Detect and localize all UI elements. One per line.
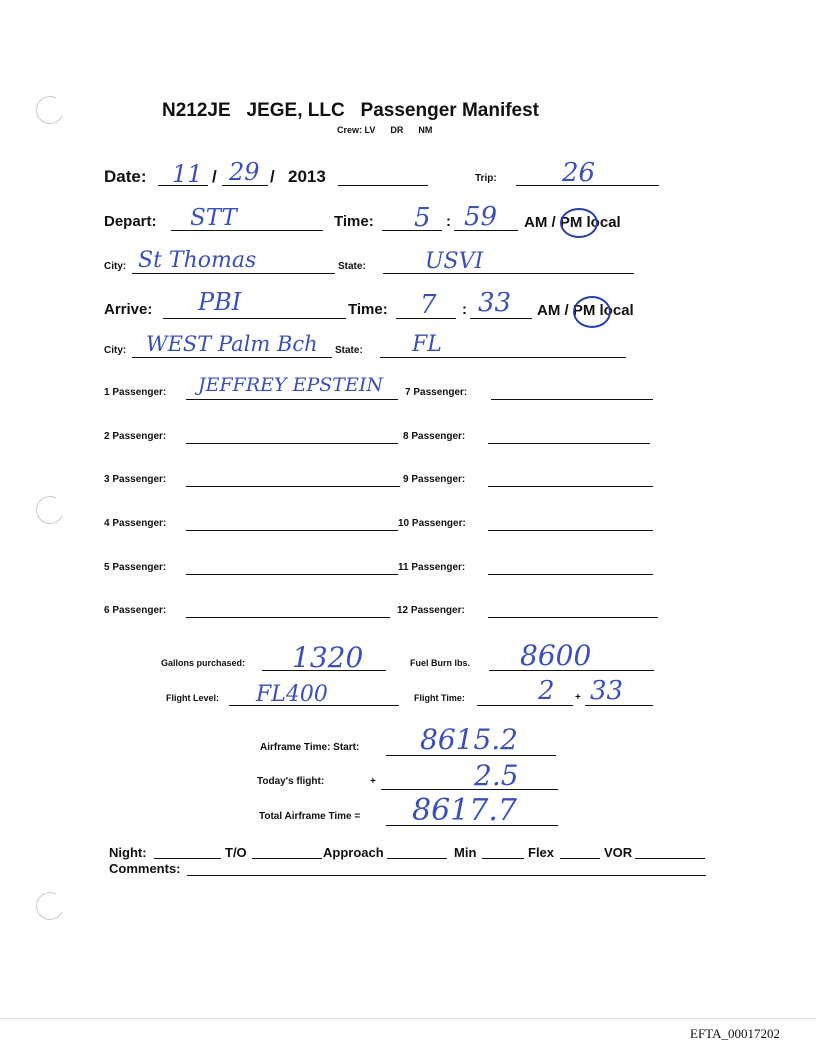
takeoff-label: T/O [225,845,247,860]
depart-pm-circle [560,208,598,238]
passenger-8-label: 8 Passenger: [403,431,466,442]
flight-time-minutes-value: 33 [590,676,624,706]
date-month-value: 11 [172,160,203,188]
arrive-state-label: State: [335,345,363,356]
passenger-3-label: 3 Passenger: [104,474,167,485]
depart-state-label: State: [338,261,366,272]
date-day-value: 29 [229,158,260,186]
arrive-city-line[interactable] [132,357,332,358]
depart-time-colon: : [446,213,451,230]
passenger-1-label: 1 Passenger: [104,387,167,398]
gallons-value: 1320 [292,641,364,674]
approach-line[interactable] [387,858,447,859]
total-airframe-value: 8617.7 [412,793,517,828]
passenger-2-line[interactable] [186,443,398,444]
passenger-1-line[interactable] [186,399,398,400]
todays-flight-value: 2.5 [474,759,519,792]
arrive-pm-circle [573,296,611,328]
flight-level-value: FL400 [256,682,328,707]
depart-city-value: St Thomas [138,248,257,273]
depart-time-label: Time: [334,213,374,230]
night-line[interactable] [154,858,221,859]
arrive-hour-value: 7 [420,290,437,320]
date-label: Date: [104,167,147,186]
arrive-ampm-label: AM / PM local [537,302,634,319]
passenger-2-label: 2 Passenger: [104,431,167,442]
vor-label: VOR [604,845,633,860]
comments-line[interactable] [187,875,706,876]
date-separator-2: / [270,167,275,186]
depart-code-value: STT [190,205,237,231]
flex-label: Flex [528,845,555,860]
passenger-3-line[interactable] [186,486,400,487]
passenger-11-label: 11 Passenger: [398,562,466,573]
passenger-12-line[interactable] [488,617,658,618]
passenger-6-line[interactable] [186,617,390,618]
arrive-city-value: WEST Palm Bch [146,332,318,356]
depart-city-label: City: [104,261,127,272]
comments-label: Comments: [109,861,181,876]
binder-hole-top [32,92,68,128]
passenger-7-line[interactable] [491,399,653,400]
arrive-time-colon: : [462,301,467,318]
depart-city-line[interactable] [132,273,335,274]
depart-hour-value: 5 [414,203,431,233]
date-separator-1: / [212,167,217,186]
passenger-4-label: 4 Passenger: [104,518,167,529]
depart-ampm-label: AM / PM local [524,214,621,231]
vor-line[interactable] [635,858,705,859]
fuel-burn-value: 8600 [520,639,592,672]
document-title: Passenger Manifest [360,100,540,121]
depart-label: Depart: [104,213,157,230]
flex-line[interactable] [560,858,600,859]
airframe-start-value: 8615.2 [420,723,518,756]
arrive-label: Arrive: [104,301,153,318]
arrive-code-value: PBI [198,288,242,316]
arrive-time-label: Time: [348,301,388,318]
depart-minute-value: 59 [464,202,498,232]
passenger-9-line[interactable] [488,486,653,487]
page-edge [0,1018,816,1019]
date-year: 2013 [288,167,326,186]
passenger-7-label: 7 Passenger: [405,387,468,398]
takeoff-line[interactable] [252,858,322,859]
crew-line: Crew: LV DR NM [337,125,433,135]
bates-number: EFTA_00017202 [690,1026,780,1041]
passenger-9-label: 9 Passenger: [403,474,466,485]
arrive-minute-value: 33 [478,288,512,318]
passenger-5-line[interactable] [186,574,398,575]
night-label: Night: [109,845,147,860]
binder-hole-middle [32,492,68,528]
passenger-8-line[interactable] [488,443,650,444]
arrive-city-label: City: [104,345,127,356]
flight-level-label: Flight Level: [166,693,220,703]
min-label: Min [454,845,477,860]
depart-state-line[interactable] [383,273,634,274]
date-year-line [338,185,428,186]
min-line[interactable] [482,858,524,859]
flight-time-plus: + [575,692,581,703]
trip-label: Trip: [475,173,497,184]
passenger-10-label: 10 Passenger: [398,518,466,529]
approach-label: Approach [323,845,384,860]
passenger-12-label: 12 Passenger: [397,605,465,616]
passenger-6-label: 6 Passenger: [104,605,167,616]
todays-flight-plus: + [370,776,376,787]
company-name: JEGE, LLC [246,100,345,121]
arrive-state-line[interactable] [380,357,626,358]
tail-number: N212JE [162,100,231,121]
flight-time-hours-value: 2 [538,676,555,706]
gallons-label: Gallons purchased: [161,658,246,668]
todays-flight-line[interactable] [381,789,558,790]
binder-hole-bottom [32,888,68,924]
passenger-4-line[interactable] [186,530,398,531]
passenger-10-line[interactable] [488,530,653,531]
depart-hour-line[interactable] [382,230,442,231]
total-airframe-label: Total Airframe Time = [259,811,361,822]
depart-state-value: USVI [425,249,484,274]
arrive-state-value: FL [412,332,442,357]
passenger-5-label: 5 Passenger: [104,562,167,573]
fuel-burn-label: Fuel Burn lbs. [410,658,471,668]
passenger-11-line[interactable] [488,574,653,575]
night-row [109,845,709,863]
passenger-1-value: JEFFREY EPSTEIN [198,374,383,396]
page-title [162,100,539,122]
todays-flight-label: Today's flight: [257,776,325,787]
flight-time-label: Flight Time: [414,693,465,703]
trip-value: 26 [562,158,596,188]
arrive-line[interactable] [163,318,346,319]
airframe-start-label: Airframe Time: Start: [260,742,360,753]
arrive-minute-line[interactable] [470,318,532,319]
flight-time-hours-line[interactable] [477,705,573,706]
